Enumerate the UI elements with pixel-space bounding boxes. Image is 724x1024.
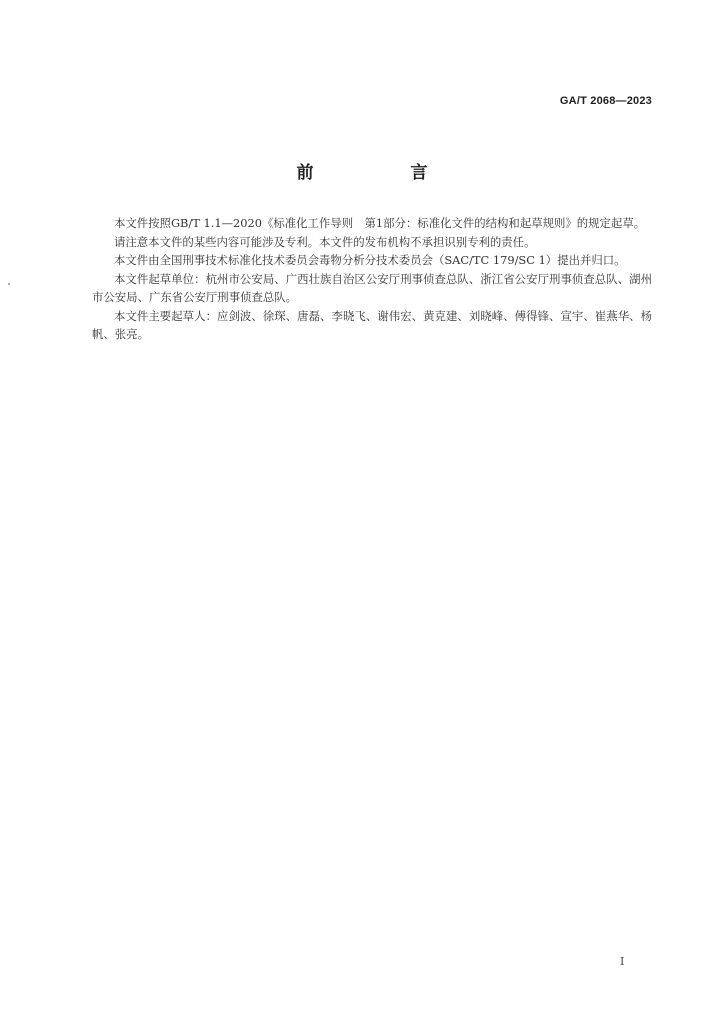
paragraph-drafting-units: 本文件起草单位：杭州市公安局、广西壮族自治区公安厅刑事侦查总队、浙江省公安厅刑事侦查总队、湖州市公安局、广东省公安厅刑事侦查总队。 bbox=[92, 271, 652, 304]
paragraph-proposer: 本文件由全国刑事技术标准化技术委员会毒物分析分技术委员会（SAC/TC 179/SC 1）提出并归口。 bbox=[114, 253, 626, 267]
foreword-body bbox=[92, 214, 652, 344]
page-number: I bbox=[620, 955, 625, 968]
scan-margin-mark bbox=[8, 283, 10, 285]
page-title: 前 言 bbox=[296, 163, 468, 183]
paragraph-patent-notice: 请注意本文件的某些内容可能涉及专利。本文件的发布机构不承担识别专利的责任。 bbox=[114, 234, 536, 249]
paragraph-drafting-rules: 本文件按照GB/T 1.1—2020《标准化工作导则 第1部分：标准化文件的结构和起草规则》的规定起草。 bbox=[114, 216, 646, 230]
paragraph-drafters: 本文件主要起草人：应剑波、徐琛、唐磊、李晓飞、谢伟宏、黄克建、刘晓峰、傅得锋、宣宇、崔燕华、杨帆、张亮。 bbox=[92, 308, 652, 341]
standard-code: GA/T 2068—2023 bbox=[559, 95, 652, 107]
